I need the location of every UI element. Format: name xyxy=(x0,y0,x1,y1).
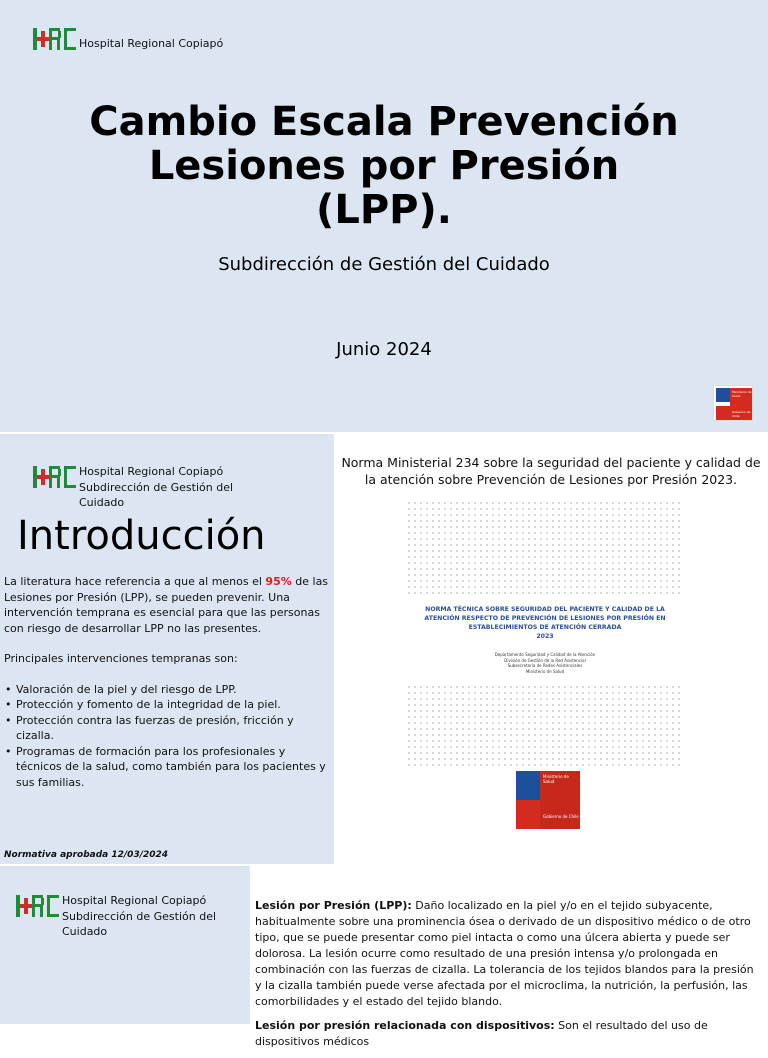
title-line: (LPP). xyxy=(316,187,452,233)
minsal-text: Salud xyxy=(732,394,741,398)
norm-document-image xyxy=(402,496,688,834)
slide-introduccion xyxy=(0,434,768,864)
hospital-logo xyxy=(31,464,233,511)
hrc-logo-icon xyxy=(31,464,77,490)
intervention-list xyxy=(4,682,330,791)
section-title: Introducción xyxy=(17,513,266,559)
minsal-text: Salud xyxy=(543,779,555,784)
hospital-line: Cuidado xyxy=(79,496,125,509)
presentation-subtitle: Subdirección de Gestión del Cuidado xyxy=(218,254,550,275)
ministerio-salud-logo xyxy=(516,771,580,829)
hospital-name: Hospital Regional Copiapó xyxy=(79,37,224,51)
hospital-line: Cuidado xyxy=(62,925,108,938)
intro-text: de las Lesiones por Presión (LPP), se pueden prevenir. Una intervención temprana es esencial para que las personas con riesgo de desarrollar LPP no las presentes. xyxy=(4,575,329,635)
intro-paragraph: Principales intervenciones tempranas son: xyxy=(4,652,238,665)
list-item: • Protección y fomento de la integridad de la piel. xyxy=(16,697,330,713)
list-item: • Programas de formación para los profesionales y técnicos de la salud, como también para los pacientes y sus familias. xyxy=(16,744,330,791)
hospital-name xyxy=(79,464,233,511)
hospital-logo xyxy=(31,26,223,52)
doc-title xyxy=(412,605,678,641)
dot-pattern xyxy=(406,500,684,594)
dot-pattern xyxy=(406,684,684,766)
slide-definiciones xyxy=(0,866,768,1048)
definitions-panel xyxy=(0,866,250,1024)
hrc-logo-icon xyxy=(31,26,77,52)
normativa-date: Normativa aprobada 12/03/2024 xyxy=(4,850,169,860)
slide-title xyxy=(0,0,768,432)
doc-author-line: Departamento Seguridad y Calidad de la Atención xyxy=(494,652,596,657)
hospital-logo xyxy=(14,893,216,940)
hospital-line: Hospital Regional Copiapó xyxy=(62,894,207,907)
list-item: • Valoración de la piel y del riesgo de LPP. xyxy=(16,682,330,698)
presentation-date: Junio 2024 xyxy=(336,339,432,360)
intro-panel xyxy=(0,434,334,864)
definitions-body xyxy=(255,898,763,1058)
definition-term: Lesión por presión relacionada con dispositivos: xyxy=(255,1019,555,1032)
doc-authors xyxy=(412,652,678,674)
definition-text: Son el resultado del uso de dispositivos médicos xyxy=(255,1019,708,1048)
minsal-text: Ministerio de xyxy=(732,390,752,394)
norm-heading: Norma Ministerial 234 sobre la seguridad del paciente y calidad de la atención sobre Prevención de Lesiones por Presión 2023. xyxy=(341,455,761,487)
list-item: • Protección contra las fuerzas de presión, fricción y cizalla. xyxy=(16,713,330,744)
hospital-line: Subdirección de Gestión del xyxy=(79,480,234,494)
presentation-title xyxy=(40,100,728,232)
doc-author-line: Ministerio de Salud xyxy=(525,668,565,674)
minsal-text: Gobierno de Chile xyxy=(732,410,751,418)
title-line: Cambio Escala Prevención xyxy=(89,99,679,145)
percent-highlight: 95% xyxy=(265,575,292,588)
definition-term: Lesión por Presión (LPP): xyxy=(255,899,412,912)
hospital-line: Subdirección de Gestión del xyxy=(62,909,217,923)
intro-body xyxy=(4,574,330,790)
definition-dispositivos xyxy=(255,1018,763,1050)
minsal-text: Ministerio de xyxy=(543,774,569,779)
ministerio-salud-logo xyxy=(713,385,753,421)
definition-lpp xyxy=(255,898,763,1010)
hrc-logo-icon xyxy=(14,893,60,919)
title-line: Lesiones por Presión xyxy=(148,143,620,189)
doc-title-text: NORMA TÉCNICA SOBRE SEGURIDAD DEL PACIENTE Y CALIDAD DE LA ATENCIÓN RESPECTO DE PREVENCIÓN DE LESIONES POR PRESIÓN EN ESTABLECIMIENTOS DE ATENCIÓN CERRADA xyxy=(424,606,666,631)
hospital-line: Hospital Regional Copiapó xyxy=(79,465,224,478)
minsal-text: Gobierno de Chile xyxy=(543,814,579,819)
intro-text: La literatura hace referencia a que al menos el xyxy=(4,575,266,588)
doc-author-line: Subsecretaría de Redes Asistenciales xyxy=(507,663,583,668)
definition-text: Daño localizado en la piel y/o en el tejido subyacente, habitualmente sobre una prominencia ósea o derivado de un dispositivo médico o de otro tipo, que se puede presentar como piel intacta o como una úlcera abierta y puede ser dolorosa. La lesión ocurre como resultado de una presión intensa y/o prolongada en combinación con las fuerzas de cizalla. La tolerancia de los tejidos blandos para la presión y la cizalla también puede verse afectada por el microclima, la nutrición, la perfusión, las comorbilidades y el estado del tejido blando. xyxy=(255,899,754,1008)
doc-author-line: División de Gestión de la Red Asistencial xyxy=(504,657,586,663)
doc-year: 2023 xyxy=(536,633,554,640)
hospital-name xyxy=(62,893,216,940)
intro-paragraph xyxy=(4,574,330,636)
